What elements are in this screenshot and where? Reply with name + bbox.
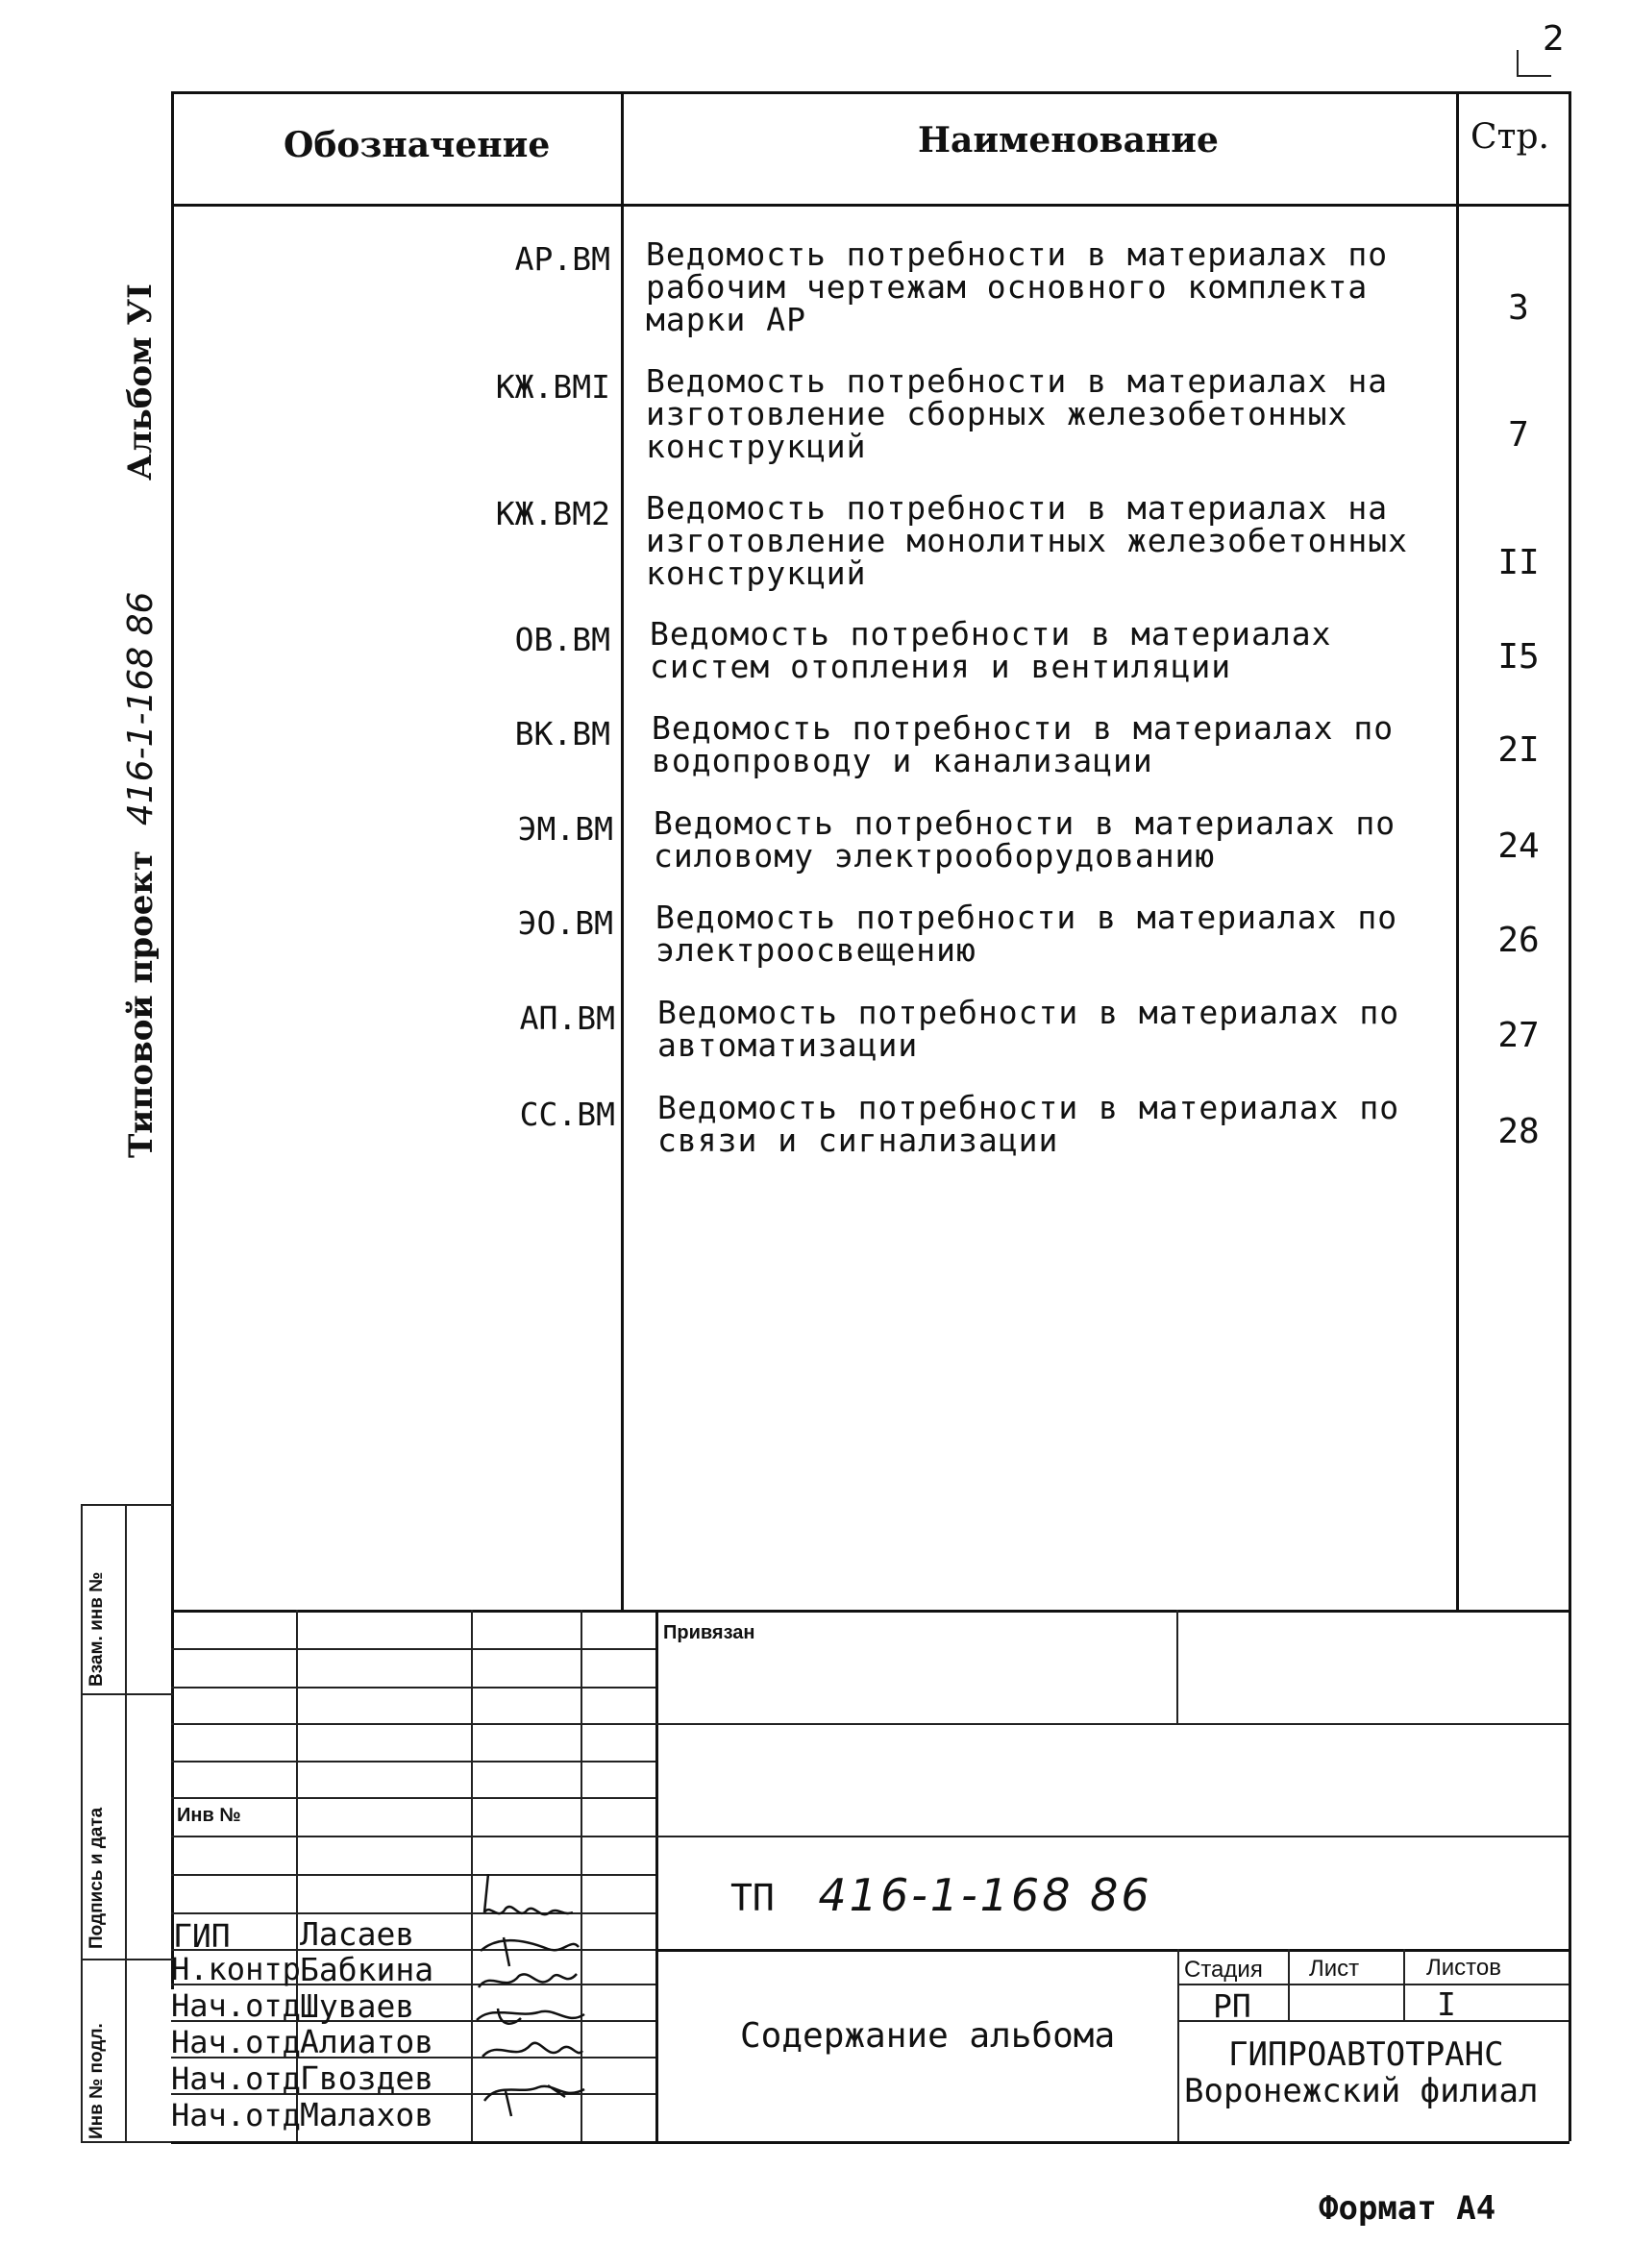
stamp-col-mid xyxy=(125,1504,127,2143)
row-page: 26 xyxy=(1497,921,1540,960)
row-code: КЖ.ВМI xyxy=(495,368,610,406)
row-name: Ведомость потребности в материалах по рабочим чертежам основного комплекта марки АР xyxy=(646,235,1389,338)
privyazan-bottom xyxy=(655,1723,1569,1725)
row-page: 28 xyxy=(1497,1112,1540,1151)
row-code: ВК.ВМ xyxy=(514,715,610,752)
corner-tick xyxy=(1517,50,1519,75)
staff-role: Нач.отд xyxy=(171,2060,301,2097)
staff-role: Нач.отд xyxy=(171,2024,301,2060)
podpis-data-label: Подпись и дата xyxy=(86,1807,107,1949)
staff-name: Бабкина xyxy=(300,1951,434,1988)
privyazan-label: Привязан xyxy=(663,1622,755,1643)
row-code: ЭО.ВМ xyxy=(517,904,613,942)
staff-role: Н.контр xyxy=(171,1951,301,1987)
row-page: 27 xyxy=(1497,1016,1540,1055)
album-label: Альбом УI xyxy=(121,284,160,481)
staff-name: Ласаев xyxy=(300,1915,415,1953)
grid-row-line xyxy=(171,1797,655,1799)
row-page: 2I xyxy=(1497,730,1540,770)
header-name: Наименование xyxy=(918,120,1219,160)
vzam-inv-label: Взам. инв № xyxy=(86,1571,107,1687)
grid-row-line xyxy=(171,1648,655,1650)
staff-name: Шуваев xyxy=(300,1987,415,2025)
title-bottom xyxy=(171,2141,1569,2144)
frame-top xyxy=(171,91,1569,94)
row-code: КЖ.ВМ2 xyxy=(495,495,610,532)
stamp-col-left xyxy=(81,1504,83,2143)
row-name: Ведомость потребности в материалах по связи и сигнализации xyxy=(657,1089,1400,1159)
sheet-label: Лист xyxy=(1309,1956,1360,1982)
doc-code: ТП 416-1-168 86 xyxy=(730,1869,1152,1921)
grid-row-line xyxy=(171,1836,655,1837)
row-page: 7 xyxy=(1508,415,1529,455)
privyazan-divider xyxy=(1176,1610,1178,1723)
stage-col-2 xyxy=(1403,1949,1405,2020)
stage-label: Стадия xyxy=(1184,1957,1263,1983)
grid-row-line xyxy=(171,1687,655,1689)
header-designation: Обозначение xyxy=(284,125,551,165)
org-line-2: Воронежский филиал xyxy=(1184,2072,1539,2110)
grid-row-line xyxy=(171,1761,655,1763)
code-top-line xyxy=(655,1836,1569,1837)
stamp-col-top xyxy=(81,1504,173,1506)
sheet-number: 2 xyxy=(1543,19,1565,59)
header-page: Стр. xyxy=(1470,117,1549,157)
staff-role: Нач.отд xyxy=(171,2097,301,2133)
stage-value: РП xyxy=(1213,1987,1251,2025)
staff-name: Гвоздев xyxy=(300,2059,434,2097)
title-divider xyxy=(1177,1949,1179,2141)
row-code: ЭМ.ВМ xyxy=(517,810,613,848)
row-code: СС.ВМ xyxy=(519,1096,615,1133)
inv-podl-label: Инв № подл. xyxy=(86,2023,107,2139)
staff-role: ГИП xyxy=(173,1917,231,1955)
stage-col-1 xyxy=(1288,1949,1290,2020)
row-page: II xyxy=(1497,543,1540,582)
stamp-col-bottom xyxy=(81,2141,173,2143)
col-divider-2 xyxy=(1456,91,1459,1610)
frame-left xyxy=(171,91,174,1989)
staff-name: Алиатов xyxy=(300,2023,434,2060)
project-label: Типовой проект 416-1-168 86 xyxy=(121,591,161,1158)
stamp-div-1 xyxy=(81,1693,173,1695)
sheets-value: I xyxy=(1437,1985,1456,2023)
header-bottom-line xyxy=(171,204,1569,207)
inv-no-label: Инв № xyxy=(177,1805,241,1826)
staff-role: Нач.отд xyxy=(171,1987,301,2024)
org-line-1: ГИПРОАВТОТРАНС xyxy=(1228,2035,1504,2074)
corner-tick-h xyxy=(1517,75,1551,77)
row-code: ОВ.ВМ xyxy=(514,621,610,658)
sheets-label: Листов xyxy=(1426,1955,1501,1981)
row-name: Ведомость потребности в материалах на изготовление сборных железобетонных конструкций xyxy=(646,362,1389,465)
row-name: Ведомость потребности в материалах на изготовление монолитных железобетонных конструкций xyxy=(646,489,1408,592)
row-code: АП.ВМ xyxy=(519,999,615,1037)
staff-name: Малахов xyxy=(300,2096,434,2133)
title-top xyxy=(171,1610,1569,1613)
row-code: АР.ВМ xyxy=(514,240,610,278)
format-label: Формат А4 xyxy=(1319,2189,1496,2228)
code-bottom-line xyxy=(655,1949,1569,1952)
row-name: Ведомость потребности в материалах систем отопления и вентиляции xyxy=(650,615,1332,685)
title-main-divider xyxy=(655,1610,658,2141)
stamp-div-2 xyxy=(81,1959,173,1960)
doc-title: Содержание альбома xyxy=(740,2016,1116,2056)
row-name: Ведомость потребности в материалах по электроосвещению xyxy=(655,899,1398,969)
row-name: Ведомость потребности в материалах по автоматизации xyxy=(657,994,1400,1064)
stage-label-line xyxy=(1177,1984,1569,1985)
grid-row-line xyxy=(171,1723,655,1725)
row-name: Ведомость потребности в материалах по силовому электрооборудованию xyxy=(654,804,1396,875)
row-page: I5 xyxy=(1497,637,1540,677)
row-name: Ведомость потребности в материалах по водопроводу и канализации xyxy=(652,709,1395,779)
row-page: 3 xyxy=(1508,288,1529,328)
col-divider-1 xyxy=(621,91,624,1610)
signatures-graphic xyxy=(471,1874,596,2153)
row-page: 24 xyxy=(1497,826,1540,866)
